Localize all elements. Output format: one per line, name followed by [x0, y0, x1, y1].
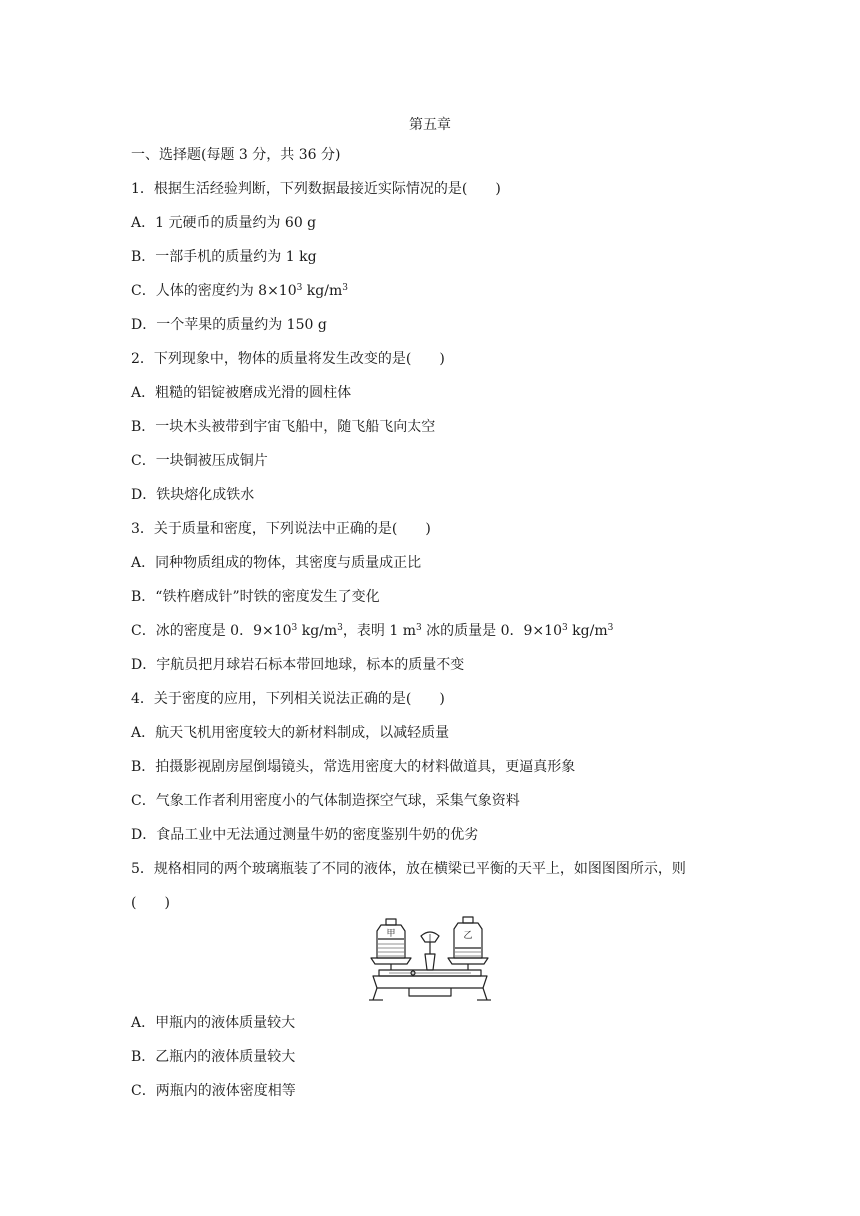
- section-heading: 一、选择题(每题 3 分，共 36 分): [131, 147, 341, 163]
- question-4-option-d: D．食品工业中无法通过测量牛奶的密度鉴别牛奶的优劣: [131, 827, 479, 843]
- question-3-option-d: D．宇航员把月球岩石标本带回地球，标本的质量不变: [131, 657, 465, 673]
- question-1-stem: 1．根据生活经验判断，下列数据最接近实际情况的是( ): [131, 181, 501, 197]
- question-5-stem: 5．规格相同的两个玻璃瓶装了不同的液体，放在横梁已平衡的天平上，如图图图所示，则: [131, 861, 686, 877]
- balance-scale-figure: [369, 914, 491, 1002]
- question-1-option-c: C．人体的密度约为 $8\times 10^3$ $kg/m^3$: [131, 283, 348, 299]
- question-4-stem: 4．关于密度的应用，下列相关说法正确的是( ): [131, 691, 445, 707]
- question-5-stem-continued: ( ): [131, 895, 170, 911]
- question-5-option-b: B．乙瓶内的液体质量较大: [131, 1049, 296, 1065]
- question-4-option-a: A．航天飞机用密度较大的新材料制成，以减轻质量: [131, 725, 450, 741]
- question-2-option-a: A．粗糙的铝锭被磨成光滑的圆柱体: [131, 385, 352, 401]
- question-4-option-b: B．拍摄影视剧房屋倒塌镜头，常选用密度大的材料做道具，更逼真形象: [131, 759, 576, 775]
- question-1-option-a: A．1 元硬币的质量约为 60 g: [131, 215, 317, 231]
- question-5-option-c: C．两瓶内的液体密度相等: [131, 1083, 296, 1099]
- chapter-title: 第五章: [409, 117, 451, 133]
- question-2-option-c: C．一块铜被压成铜片: [131, 453, 268, 469]
- question-1-option-d: D．一个苹果的质量约为 150 g: [131, 317, 327, 333]
- question-3-option-c: C．冰的密度是 0．$9\times 10^3$ $kg/m^3$，表明 1 $m^3$ 冰的质量是 0．$9\times 10^3$ $kg/m^3$: [131, 623, 614, 639]
- question-2-option-b: B．一块木头被带到宇宙飞船中，随飞船飞向太空: [131, 419, 436, 435]
- question-3-option-b: B．“铁杵磨成针”时铁的密度发生了变化: [131, 589, 380, 605]
- question-2-stem: 2．下列现象中，物体的质量将发生改变的是( ): [131, 351, 445, 367]
- question-1-option-b: B．一部手机的质量约为 1 kg: [131, 249, 317, 265]
- question-5-option-a: A．甲瓶内的液体质量较大: [131, 1015, 296, 1031]
- question-4-option-c: C．气象工作者利用密度小的气体制造探空气球，采集气象资料: [131, 793, 520, 809]
- balance-scale-icon: [369, 914, 491, 1002]
- question-3-option-a: A．同种物质组成的物体，其密度与质量成正比: [131, 555, 422, 571]
- figure-label-yi: 乙: [463, 931, 473, 941]
- question-3-stem: 3．关于质量和密度，下列说法中正确的是( ): [131, 521, 431, 537]
- figure-label-jia: 甲: [386, 929, 396, 939]
- question-2-option-d: D．铁块熔化成铁水: [131, 487, 255, 503]
